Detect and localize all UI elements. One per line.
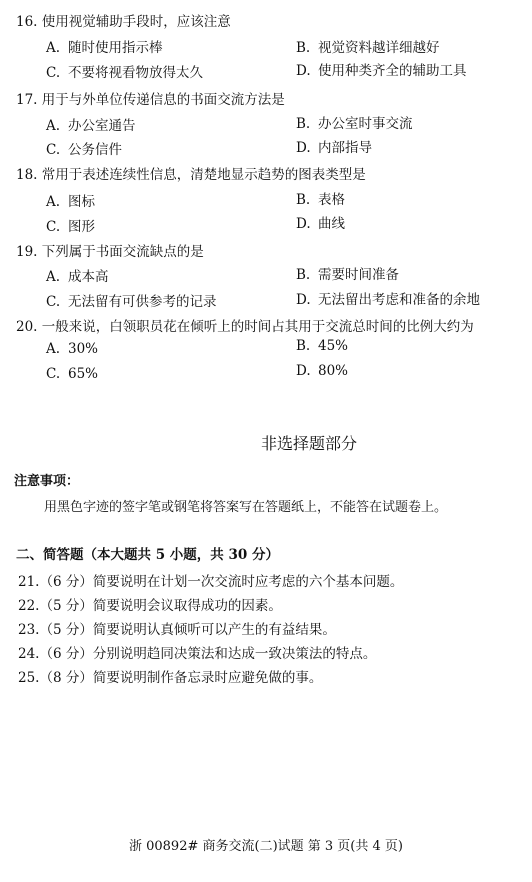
short-answer-24: 24.（6 分）分别说明趋同决策法和达成一致决策法的特点。 xyxy=(18,646,377,662)
page-footer: 浙 00892# 商务交流(二)试题 第 3 页(共 4 页) xyxy=(128,839,403,854)
question-17-option-a: A. 办公室通告 xyxy=(46,118,136,134)
question-16-option-a: A. 随时使用指示棒 xyxy=(46,40,163,56)
question-17-option-d: D. 内部指导 xyxy=(296,140,372,156)
question-19-option-b: B. 需要时间准备 xyxy=(296,267,399,283)
question-18-option-a: A. 图标 xyxy=(46,194,95,210)
question-20-option-b: B. 45% xyxy=(296,338,349,354)
question-19-option-c: C. 无法留有可供参考的记录 xyxy=(46,294,217,310)
question-17-option-c: C. 公务信件 xyxy=(46,142,122,158)
question-18-option-d: D. 曲线 xyxy=(296,216,345,232)
short-answer-23: 23.（5 分）简要说明认真倾听可以产生的有益结果。 xyxy=(18,622,336,638)
question-19-option-d: D. 无法留出考虑和准备的余地 xyxy=(296,292,480,308)
question-20-stem: 20. 一般来说，白领职员花在倾听上的时间占其用于交流总时间的比例大约为 xyxy=(16,319,474,335)
notice-body: 用黑色字迹的签字笔或钢笔将答案写在答题纸上，不能答在试题卷上。 xyxy=(44,500,448,515)
section-title: 非选择题部分 xyxy=(260,434,357,453)
part2-heading: 二、简答题（本大题共 5 小题，共 30 分） xyxy=(16,547,279,563)
question-17-stem: 17. 用于与外单位传递信息的书面交流方法是 xyxy=(16,92,285,108)
question-18-stem: 18. 常用于表述连续性信息，清楚地显示趋势的图表类型是 xyxy=(16,167,366,183)
question-20-option-a: A. 30% xyxy=(46,341,99,357)
question-16-option-d: D. 使用种类齐全的辅助工具 xyxy=(296,63,467,79)
question-16-option-b: B. 视觉资料越详细越好 xyxy=(296,40,440,56)
short-answer-22: 22.（5 分）简要说明会议取得成功的因素。 xyxy=(18,598,282,614)
question-19-option-a: A. 成本高 xyxy=(46,269,109,285)
notice-heading: 注意事项： xyxy=(14,474,80,489)
question-18-option-c: C. 图形 xyxy=(46,219,95,235)
question-17-option-b: B. 办公室时事交流 xyxy=(296,116,413,132)
question-20-option-c: C. 65% xyxy=(46,366,99,382)
question-16-option-c: C. 不要将视看物放得太久 xyxy=(46,65,203,81)
question-18-option-b: B. 表格 xyxy=(296,192,345,208)
short-answer-21: 21.（6 分）简要说明在计划一次交流时应考虑的六个基本问题。 xyxy=(18,574,404,590)
question-19-stem: 19. 下列属于书面交流缺点的是 xyxy=(16,244,204,260)
short-answer-25: 25.（8 分）简要说明制作备忘录时应避免做的事。 xyxy=(18,670,323,686)
question-20-option-d: D. 80% xyxy=(296,363,349,379)
question-16-stem: 16. 使用视觉辅助手段时，应该注意 xyxy=(16,14,231,30)
